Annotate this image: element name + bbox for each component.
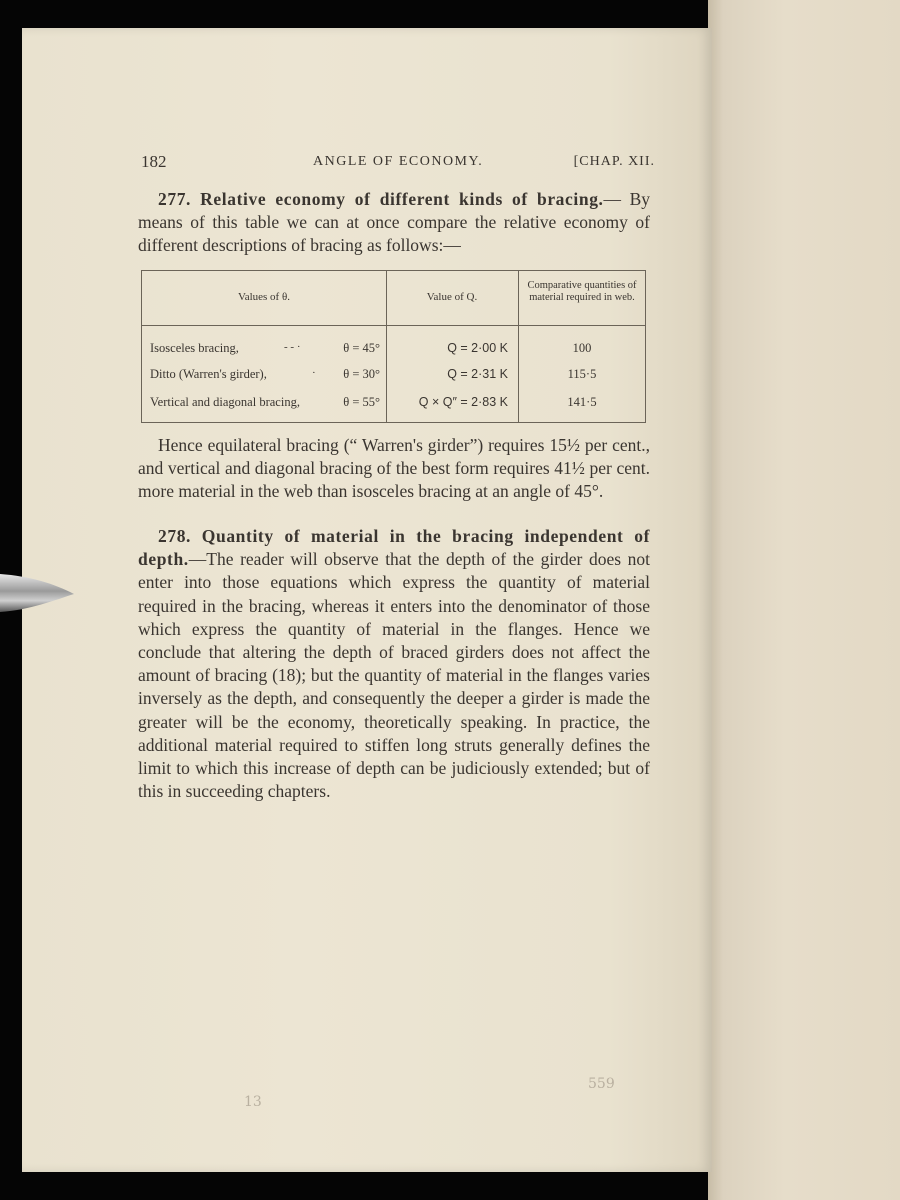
pencil-mark-left: 13 xyxy=(244,1094,262,1110)
running-header xyxy=(141,152,655,176)
section-278-body: —The reader will observe that the depth of the girder does not enter into those equations which express the quantity of material required in the bracing, whereas it enters into the denominator of those which express the quantity of material in the flanges. Hence we conclude that altering the depth of braced girders does not affect the amount of bracing (18); but the quantity of material in the flanges varies inversely as the depth, and consequently the deeper a girder is made the greater will be the economy, theoretically speaking. In practice, the additional material required to stiffen long struts generally defines the limit to which this increase of depth can be judiciously extended; but of this in succeeding chapters. xyxy=(138,549,650,802)
column-header-theta: Values of θ. xyxy=(237,291,290,303)
bracing-table xyxy=(141,270,646,423)
page-number: 182 xyxy=(141,152,167,171)
row-theta: θ = 45° xyxy=(343,341,380,355)
facing-page xyxy=(708,0,900,1200)
pen-tip-icon xyxy=(0,566,74,618)
row-quantity: 100 xyxy=(572,341,592,355)
row-q: Q = 2·31 K xyxy=(447,367,508,381)
row-label: Ditto (Warren's girder), xyxy=(150,367,267,381)
row-q: Q = 2·00 K xyxy=(447,341,508,355)
row-theta: θ = 30° xyxy=(343,367,380,381)
row-label: Isosceles bracing, xyxy=(150,341,239,355)
table-row xyxy=(142,341,646,361)
table-header-rule xyxy=(142,325,645,326)
table-row xyxy=(142,395,646,415)
chapter-label: [CHAP. XII. xyxy=(573,154,655,169)
row-quantity: 115·5 xyxy=(567,367,597,381)
table-row xyxy=(142,367,646,387)
row-quantity: 141·5 xyxy=(567,395,597,409)
row-dots: - - · xyxy=(284,341,301,353)
column-header-q: Value of Q. xyxy=(426,291,478,303)
section-277-body: — By means of this table we can at once compare the relative economy of different descriptions of bracing as follows:— xyxy=(138,189,650,256)
section-277 xyxy=(138,188,650,258)
running-title: ANGLE OF ECONOMY. xyxy=(313,154,484,169)
row-label: Vertical and diagonal bracing, xyxy=(150,395,300,409)
section-278 xyxy=(138,525,650,803)
section-278-heading: 278. Quantity of material in the bracing independent of depth. xyxy=(138,526,650,570)
row-theta: θ = 55° xyxy=(343,395,380,409)
column-header-quantities: Comparative quantities of material required in web. xyxy=(527,280,637,303)
row-q: Q × Q″ = 2·83 K xyxy=(418,395,508,409)
row-dots: · xyxy=(312,367,316,379)
pencil-mark-right: 559 xyxy=(588,1076,615,1092)
section-277-heading: 277. Relative economy of different kinds of bracing. xyxy=(158,189,604,209)
paragraph-warren: Hence equilateral bracing (“ Warren's girder”) requires 15½ per cent., and vertical and diagonal bracing of the best form requires 41½ per cent. more material in the web than isosceles bracing at an angle of 45°. xyxy=(138,435,650,502)
